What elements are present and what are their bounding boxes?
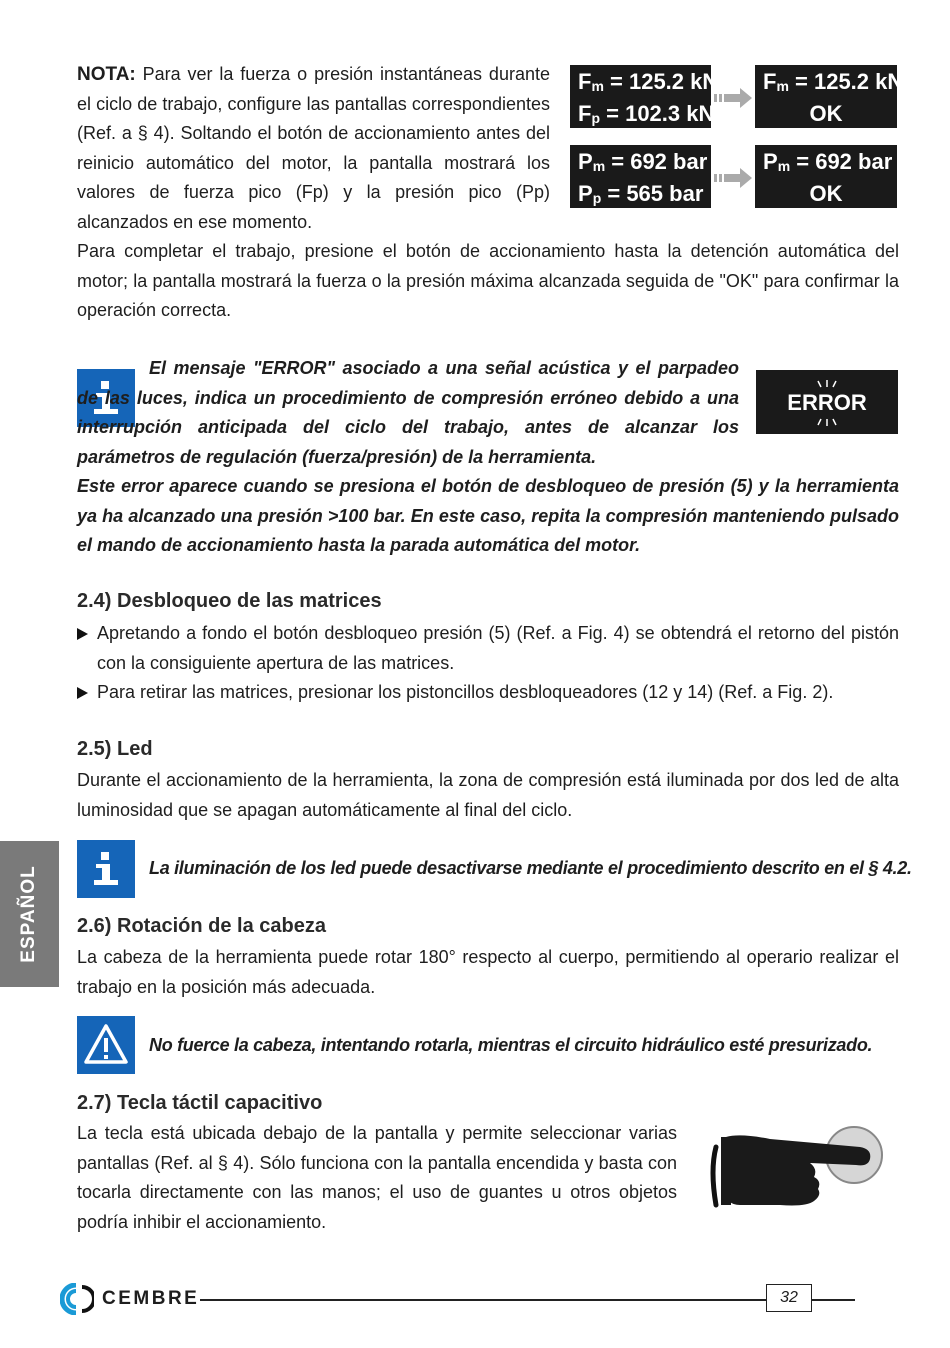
section-2-7-text: La tecla está ubicada debajo de la pantalla y permite seleccionar varias pantallas (Ref. al § 4). Sólo funciona con la pantalla encendida y basta con tocarla directamente con las manos; el uso de guantes u otros objetos podría inhibir el accionamiento. — [77, 1123, 677, 1232]
nota-text: Para ver la fuerza o presión instantáneas durante el ciclo de trabajo, configure las pantallas correspondientes (Ref. a § 4). Soltando el botón de accionamiento antes del reinicio automático del motor, la pantalla mostrará los valores de fuerza pico (Fp) y la presión pico (Pp) alcanzados en ese momento. — [77, 64, 550, 232]
error-display — [756, 370, 898, 434]
triangle-bullet-icon — [77, 628, 88, 640]
section-2-6-title: 2.6) Rotación de la cabeza — [77, 915, 326, 937]
display-pressure-ok: $P_m = 692$ bar OK — [755, 145, 897, 208]
brand-name: CEMBRE — [102, 1288, 200, 1309]
nota-label: NOTA: — [77, 64, 136, 85]
arrow-right-icon — [714, 166, 754, 190]
warning-icon — [77, 1016, 135, 1074]
nota-continuation: Para completar el trabajo, presione el botón de accionamiento hasta la detención automática del motor; la pantalla mostrará la fuerza o la presión máxima alcanzada seguida de "OK" para confirmar la operación correcta. — [77, 241, 899, 320]
triangle-bullet-icon — [77, 687, 88, 699]
bullet-item: Para retirar las matrices, presionar los pistoncillos desbloqueadores (12 y 14) (Ref. a Fig. 2). — [77, 678, 899, 708]
footer-rule — [200, 1299, 855, 1301]
rotation-warning: No fuerce la cabeza, intentando rotarla, mientras el circuito hidráulico esté presurizado. — [149, 1035, 873, 1055]
bullet-item: Apretando a fondo el botón desbloqueo presión (5) (Ref. a Fig. 4) se obtendrá el retorno del pistón con la consiguiente apertura de las matrices. — [77, 619, 899, 678]
cembre-logo-icon — [60, 1283, 94, 1315]
led-note: La iluminación de los led puede desactivarse mediante el procedimiento descrito en el § 4.2. — [149, 858, 912, 878]
error-note-text: El mensaje "ERROR" asociado a una señal acústica y el parpadeo de las luces, indica un procedimiento de compresión erróneo debido a una interrupción anticipada del ciclo del trabajo, antes de alcanzar los parámetros de regulación (fuerza/presión) de la herramienta. — [77, 358, 739, 467]
display-force-ok: $F_m = 125.2$ kN OK — [755, 65, 897, 128]
display-force-peak: $F_m = 125.2$ kN $F_p = 102.3$ kN — [570, 65, 711, 128]
section-2-5-text: Durante el accionamiento de la herramienta, la zona de compresión está iluminada por dos led de alta luminosidad que se apagan automáticamente al final del ciclo. — [77, 770, 899, 820]
side-tab-label: ESPAÑOL — [18, 865, 39, 963]
pointing-hand-touch-icon — [710, 1125, 890, 1215]
error-label: ERROR — [787, 390, 867, 415]
page-number-box — [766, 1284, 812, 1312]
nota-paragraph — [77, 60, 550, 237]
page-number: 32 — [780, 1289, 798, 1306]
section-2-4-title: 2.4) Desbloqueo de las matrices — [77, 590, 382, 612]
section-2-7-title: 2.7) Tecla táctil capacitivo — [77, 1092, 323, 1114]
arrow-right-icon — [714, 86, 754, 110]
display-pressure-peak: $P_m = 692$ bar $P_p = 565$ bar — [570, 145, 711, 208]
language-side-tab — [0, 841, 59, 987]
error-note-detail: Este error aparece cuando se presiona el botón de desbloqueo de presión (5) y la herramienta ya ha alcanzado una presión >100 bar. En este caso, repita la compresión manteniendo pulsado el mando de accionamiento hasta la parada automática del motor. — [77, 476, 899, 555]
section-2-6-text: La cabeza de la herramienta puede rotar 180° respecto al cuerpo, permitiendo al operario realizar el trabajo en la posición más adecuada. — [77, 947, 899, 997]
info-icon — [77, 840, 135, 898]
section-2-5-title: 2.5) Led — [77, 738, 153, 760]
